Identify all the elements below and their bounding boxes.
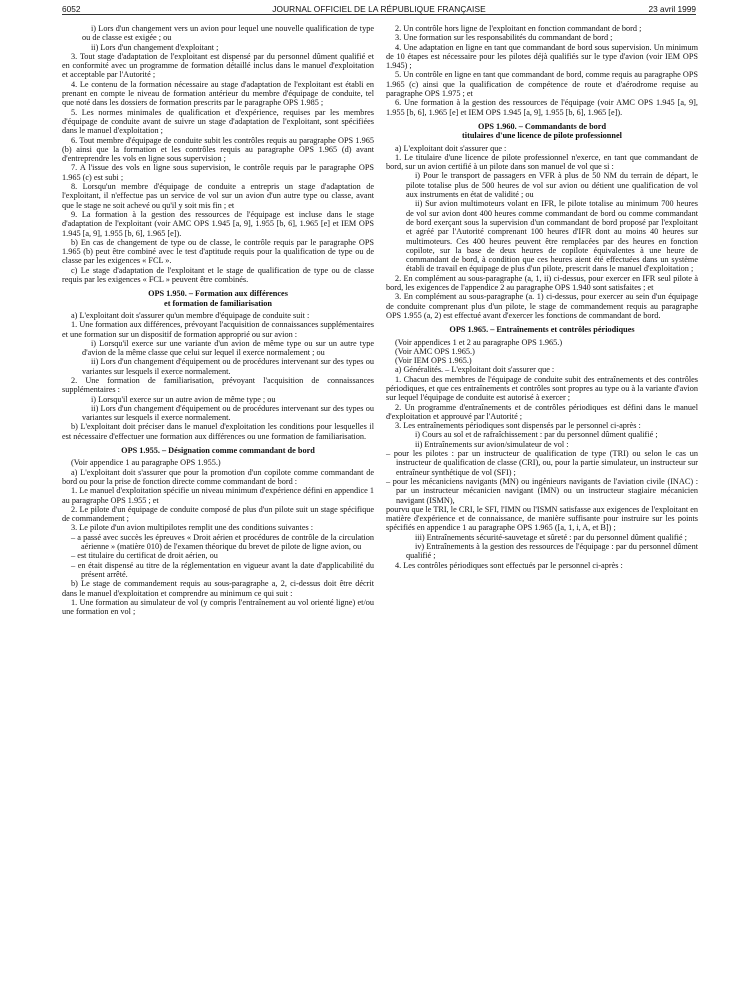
paragraph: iii) Entraînements sécurité-sauvetage et sûreté : par du personnel dûment qualifié ; [415, 532, 687, 542]
paragraph: 4. Les contrôles périodiques sont effectués par le personnel ci-après : [395, 560, 623, 570]
paragraph: a) Généralités. – L'exploitant doit s'assurer que : [395, 365, 555, 375]
paragraph: b) Le stage de commandement requis au sous-paragraphe a, 2, ci-dessus doit être décrit dans le manuel d'exploitation et comprendre au minimum ce qui suit : [62, 579, 374, 598]
heading-line: et formation de familiarisation [164, 298, 272, 308]
paragraph: (Voir IEM OPS 1.965.) [395, 356, 472, 366]
paragraph: 2. Un programme d'entraînements et de contrôles périodiques est défini dans le manuel d'exploitation et approuvé par l'Autorité ; [386, 402, 698, 421]
paragraph: pourvu que le TRI, le CRI, le SFI, l'IMN ou l'ISMN satisfasse aux exigences de l'exploitant en matière d'expérience et de connaissance, de manière suffisante pour instruire sur les points spécifiés en appendice 1 au paragraphe OPS 1.965 ([a, 1, i, A, et B]) ; [386, 504, 698, 533]
header-rule [62, 14, 696, 15]
paragraph: 4. Une adaptation en ligne en tant que commandant de bord sous supervision. Un minimum de 10 étapes est nécessaire pour les pilotes déjà qualifiés sur le type d'avion (voir IEM OPS 1.945) ; [386, 42, 698, 71]
publication-date: 23 avril 1999 [648, 4, 696, 14]
paragraph: i) Lorsqu'il exerce sur un autre avion de même type ; ou [91, 394, 276, 404]
section-heading-ops-1965 [386, 325, 698, 334]
paragraph: 2. En complément au sous-paragraphe (a, 1, ii) ci-dessus, pour exercer en IFR seul pilote à bord, les exigences de l'appendice 2 au paragraphe OPS 1.940 sont satisfaites ; et [386, 273, 698, 293]
paragraph: 1. Chacun des membres de l'équipage de conduite subit des entraînements et des contrôles périodiques, et que ces entraînements et contrôles sont propres au type ou à la variante d'avion sur lequel l'équipage de conduite est autorisé à exercer ; [386, 374, 698, 403]
section-heading-ops-1950 [62, 289, 374, 308]
section-heading-ops-1955 [62, 446, 374, 455]
paragraph: 5. Un contrôle en ligne en tant que commandant de bord, comme requis au paragraphe OPS 1.965 (c) ainsi que la qualification de compétence de route et d'aérodrome requise au paragraphe OPS 1.975 ; et [386, 70, 698, 99]
section-heading-ops-1960 [386, 122, 698, 141]
paragraph: i) Lors d'un changement vers un avion pour lequel une nouvelle qualification de type ou de classe est exigée ; ou [82, 24, 374, 43]
list-item: – a passé avec succès les épreuves « Droit aérien et procédures de contrôle de la circulation aérienne » (matière 010) de l'examen théorique du brevet de pilote de ligne avion, ou [71, 532, 374, 552]
paragraph: a) L'exploitant doit s'assurer que : [395, 143, 507, 153]
journal-title: JOURNAL OFFICIEL DE LA RÉPUBLIQUE FRANÇAISE [272, 4, 486, 14]
page-number: 6052 [62, 4, 81, 14]
paragraph: i) Pour le transport de passagers en VFR à plus de 50 NM du terrain de départ, le pilote totalise plus de 500 heures de vol sur avion ou détient une qualification de vol aux instruments en état de validité ; ou [406, 171, 698, 200]
paragraph: 3. Tout stage d'adaptation de l'exploitant est dispensé par du personnel dûment qualifié et en conformité avec un programme de formation détaillé inclus dans le manuel d'exploitation et acceptable par l'Autorité ; [62, 51, 374, 80]
paragraph: 3. Une formation sur les responsabilités du commandant de bord ; [395, 33, 613, 43]
paragraph: ii) Sur avion multimoteurs volant en IFR, le pilote totalise au minimum 700 heures de vol sur avion dont 400 heures comme commandant de bord ou comme commandant de bord exerçant sous la supervision d'un commandant de bord proposé par l'exploitant et agréé par l'Autorité comprenant 100 heures d'IFR dont au moins 40 heures sur multimoteurs. Ces 400 heures peuvent être remplacées par des heures en fonction copilote, sur la base de deux heures de copilote équivalentes à une heure de commandant de bord, à condition que ces heures aient été effectuées dans un système établi de travail en équipage de plus d'un pilote, prescrit dans le manuel d'exploitation ; [406, 199, 698, 274]
paragraph: c) Le stage d'adaptation de l'exploitant et le stage de qualification de type ou de classe requis par les exigences « FCL » peuvent être combinés. [62, 265, 374, 285]
paragraph: i) Lorsqu'il exerce sur une variante d'un avion de même type ou sur un autre type d'avion de la même classe que celui sur lequel il exerce normalement ; ou [82, 338, 374, 358]
paragraph: (Voir AMC OPS 1.965.) [395, 346, 475, 356]
paragraph: (Voir appendice 1 au paragraphe OPS 1.955.) [71, 458, 221, 468]
paragraph: 6. Tout membre d'équipage de conduite subit les contrôles requis au paragraphe OPS 1.965 (b) ainsi que la formation et les contrôles requis au paragraphe OPS 1.965 (d) avant d'entreprendre les vols en ligne sous supervision ; [62, 135, 374, 164]
paragraph: 3. Le pilote d'un avion multipilotes remplit une des conditions suivantes : [71, 523, 314, 533]
paragraph: i) Cours au sol et de rafraîchissement : par du personnel dûment qualifié ; [415, 430, 658, 440]
paragraph: a) L'exploitant doit s'assurer que pour la promotion d'un copilote comme commandant de bord ou pour la prise de fonction directe comme commandant de bord : [62, 467, 374, 486]
list-item: – en était dispensé au titre de la réglementation en vigueur avant la date d'applicabilité du présent arrêté. [71, 560, 374, 579]
paragraph: 1. Le manuel d'exploitation spécifie un niveau minimum d'expérience défini en appendice 1 au paragraphe OPS 1.955 ; et [62, 486, 374, 505]
paragraph: 1. Le titulaire d'une licence de pilote professionnel n'exerce, en tant que commandant de bord, sur un avion certifié à un pilote dans son manuel de vol que si : [386, 152, 698, 172]
paragraph: 4. Le contenu de la formation nécessaire au stage d'adaptation de l'exploitant est établi en prenant en compte le niveau de formation antérieur du membre d'équipage de conduite, tel que noté dans les dossiers de formation prescrits par le paragraphe OPS 1.985 ; [62, 79, 374, 108]
paragraph: 1. Une formation aux différences, prévoyant l'acquisition de connaissances supplémentaires et une formation sur un dispositif de formation approprié ou sur avion : [62, 320, 374, 339]
paragraph: a) L'exploitant doit s'assurer qu'un membre d'équipage de conduite suit : [71, 310, 310, 320]
paragraph: 3. En complément au sous-paragraphe (a. 1) ci-dessus, pour exercer au sein d'un équipage de conduite comprenant plus d'un pilote, le stage de commandement requis au paragraphe OPS 1.955 (a, 2) est effectué avant d'exercer les fonctions de commandant de bord. [386, 292, 698, 320]
paragraph: ii) Lors d'un changement d'équipement ou de procédures intervenant sur des types ou variantes sur lesquels il exerce normalement. [82, 357, 374, 376]
list-item: – pour les mécaniciens navigants (MN) ou ingénieurs navigants de l'aviation civile (INAC) : par un instructeur mécanicien navigant (IMN) ou un instructeur stagiaire mécanicien navigant (ISMN), [386, 476, 698, 505]
heading-line: OPS 1.965. – Entraînements et contrôles périodiques [449, 325, 635, 335]
paragraph: 8. Lorsqu'un membre d'équipage de conduite a entrepris un stage d'adaptation de l'exploitant, il n'effectue pas un service de vol sur un avion d'un autre type ou classe, avant que le stage ne soit achevé ou qu'il y soit mis fin ; et [62, 182, 374, 210]
paragraph: ii) Lors d'un changement d'équipement ou de procédures intervenant sur des types ou variantes sur lesquels il exerce normalement. [82, 403, 374, 423]
paragraph: ii) Entraînements sur avion/simulateur de vol : [415, 439, 569, 449]
heading-line: OPS 1.955. – Désignation comme commandant de bord [121, 446, 315, 456]
paragraph: 9. La formation à la gestion des ressources de l'équipage est incluse dans le stage d'adaptation de l'exploitant (voir AMC OPS 1.945 [a, 9], 1.955 [b, 6], 1.965 [e] et IEM OPS 1.945 [a, 9], 1.955 [b, 6], 1.965 [e]). [62, 209, 374, 238]
paragraph: b) En cas de changement de type ou de classe, le contrôle requis par le paragraphe OPS 1.965 (b) peut être combiné avec le test d'aptitude requis pour la qualification de type ou de classe par les exigences « FCL ». [62, 237, 374, 266]
paragraph: 7. A l'issue des vols en ligne sous supervision, le contrôle requis par le paragraphe OPS 1.965 (c) est subi ; [62, 163, 374, 182]
paragraph: 5. Les normes minimales de qualification et d'expérience, requises par les membres d'équipage de conduite avant de suivre un stage d'adaptation de l'exploitant, sont spécifiées dans le manuel d'exploitation ; [62, 107, 374, 136]
heading-line: OPS 1.950. – Formation aux différences [148, 289, 288, 299]
paragraph: ii) Lors d'un changement d'exploitant ; [91, 42, 219, 52]
paragraph: 3. Les entraînements périodiques sont dispensés par le personnel ci-après : [395, 421, 641, 431]
left-column [62, 24, 374, 616]
paragraph: 2. Une formation de familiarisation, prévoyant l'acquisition de connaissances supplémentaires : [62, 375, 374, 395]
paragraph: 6. Une formation à la gestion des ressources de l'équipage (voir AMC OPS 1.945 [a, 9], 1.955 [b, 6], 1.965 [e] et IEM OPS 1.945 [a, 9], 1.955 [b, 6], 1.965 [e]). [386, 98, 698, 117]
list-item: – pour les pilotes : par un instructeur de qualification de type (TRI) ou selon le cas un instructeur de qualification de classe (CRI), ou, pour la partie simulateur, un instructeur sur entraîneur synthétique de vol (SFI) ; [386, 449, 698, 477]
paragraph: (Voir appendices 1 et 2 au paragraphe OPS 1.965.) [395, 337, 563, 347]
paragraph: b) L'exploitant doit préciser dans le manuel d'exploitation les conditions pour lesquelles il est nécessaire d'effectuer une formation aux différences ou une formation de familiarisation. [62, 422, 374, 441]
heading-line: titulaires d'une licence de pilote professionnel [462, 131, 622, 141]
paragraph: 2. Le pilote d'un équipage de conduite composé de plus d'un pilote suit un stage spécifique de commandement ; [62, 504, 374, 524]
list-item: – est titulaire du certificat de droit aérien, ou [71, 551, 218, 561]
paragraph: 1. Une formation au simulateur de vol (y compris l'entraînement au vol orienté ligne) et/ou une formation en vol ; [62, 597, 374, 617]
heading-line: OPS 1.960. – Commandants de bord [477, 121, 607, 131]
paragraph: 2. Un contrôle hors ligne de l'exploitant en fonction commandant de bord ; [395, 24, 642, 33]
paragraph: iv) Entraînements à la gestion des ressources de l'équipage : par du personnel dûment qualifié ; [406, 542, 698, 561]
right-column [386, 24, 698, 570]
